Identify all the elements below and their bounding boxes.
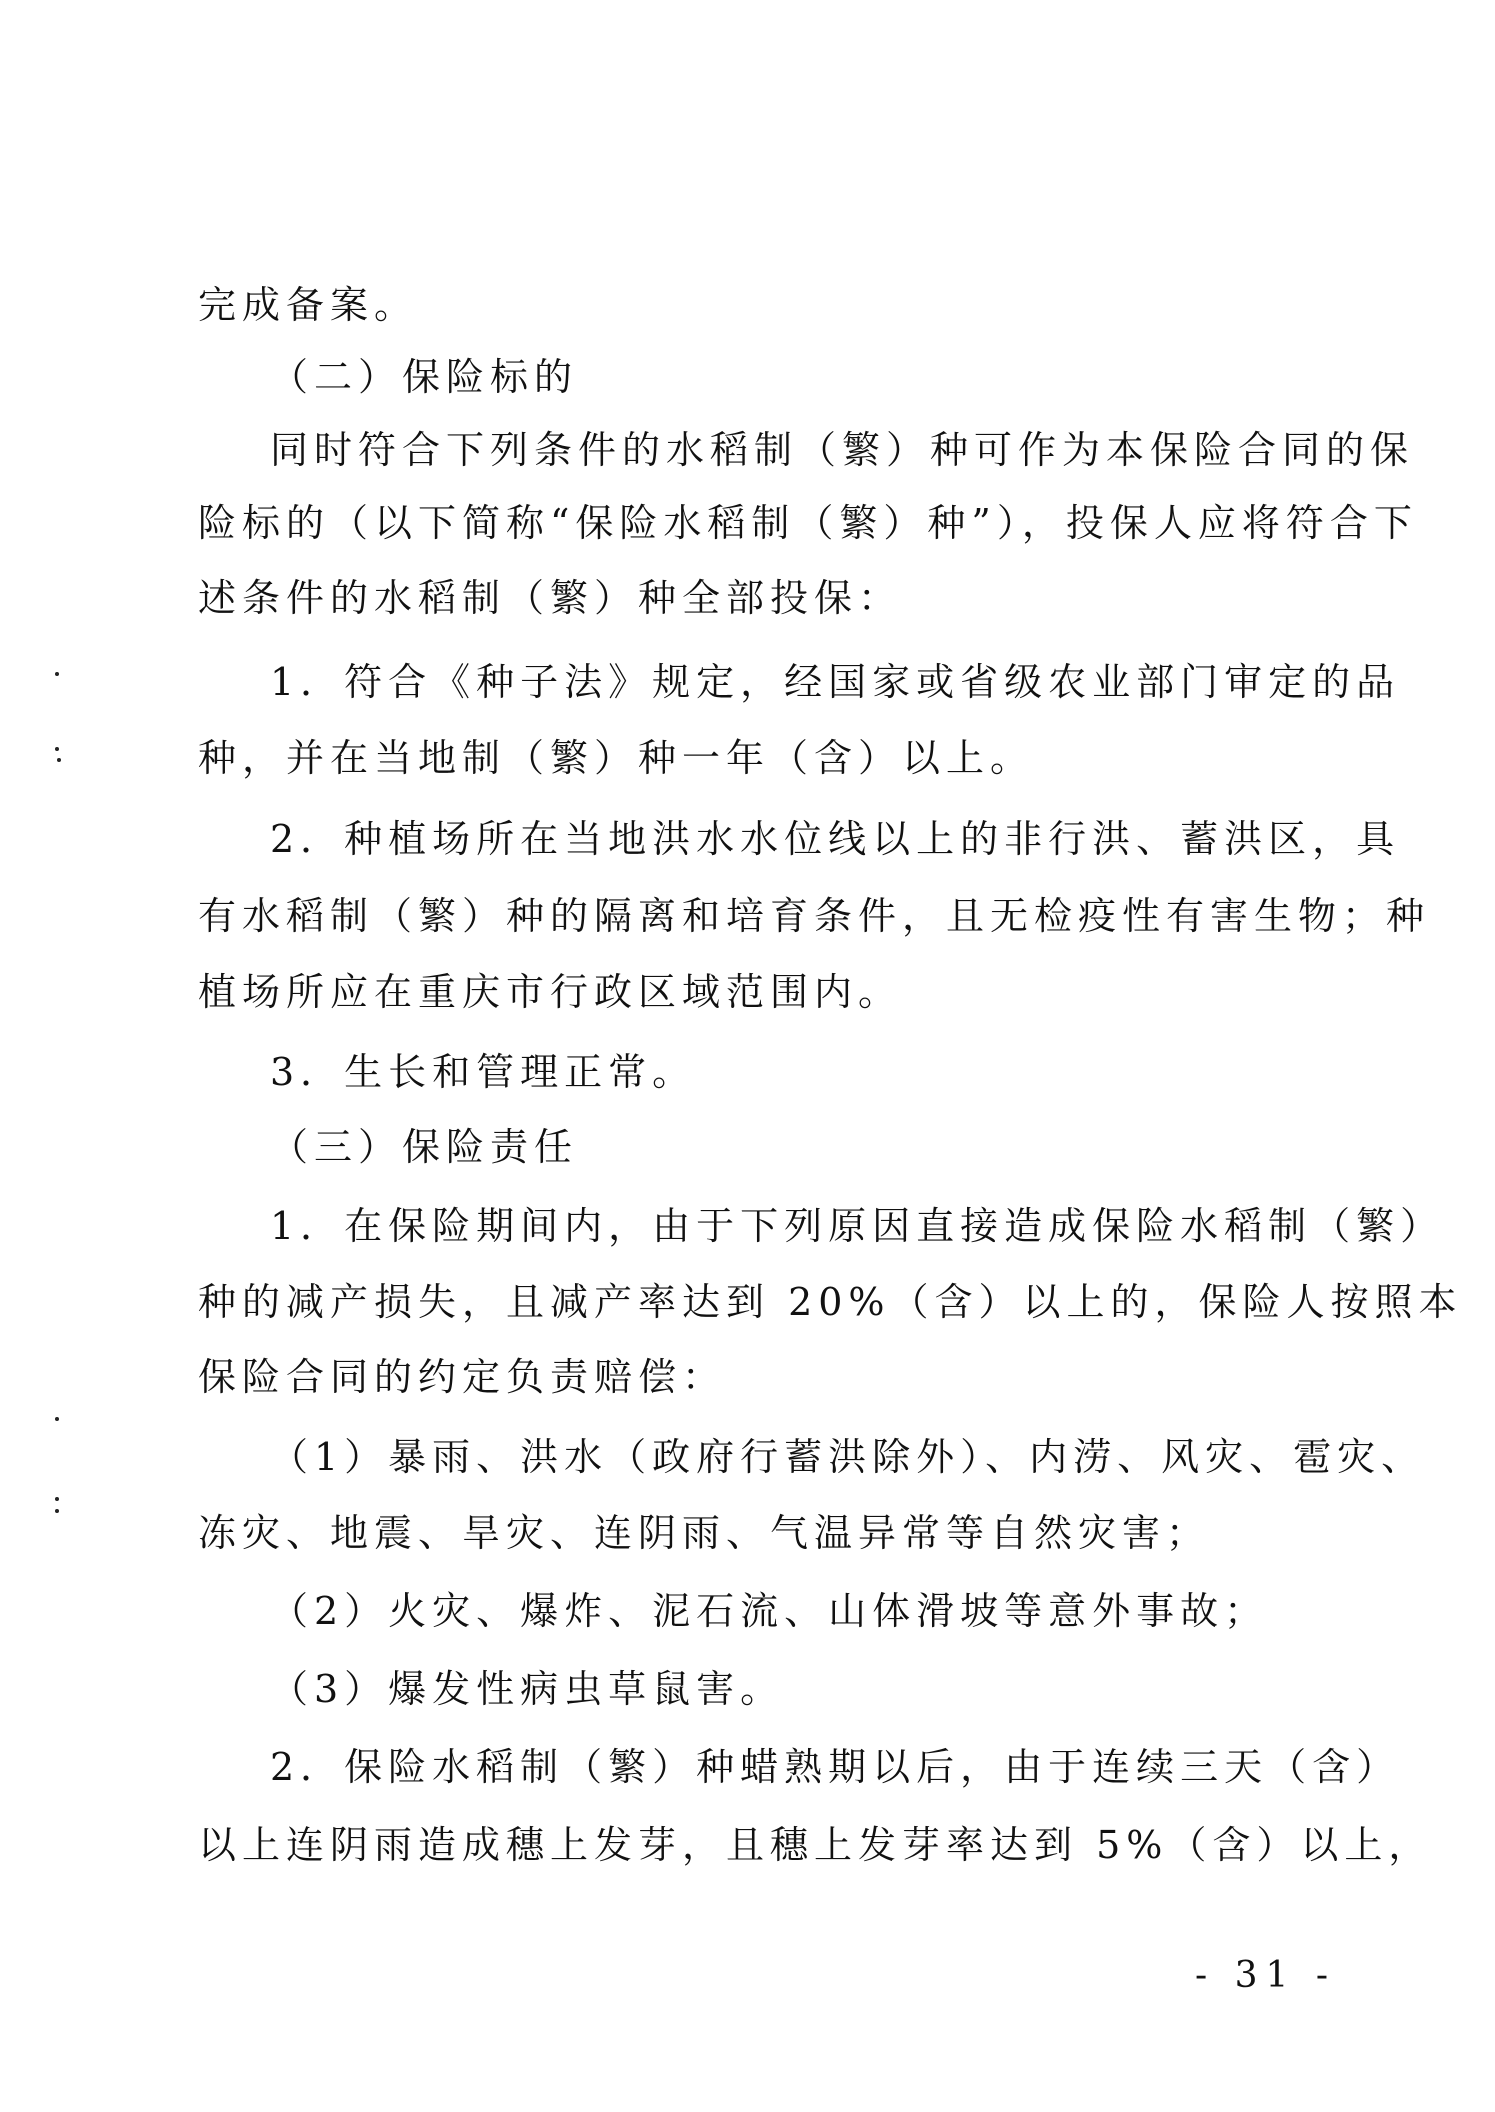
text-line-15: 保险合同的约定负责赔偿： xyxy=(198,1355,727,1399)
text-line-8: 2．种植场所在当地洪水水位线以上的非行洪、蓄洪区，具 xyxy=(270,817,1401,861)
scan-mark xyxy=(55,1509,59,1513)
text-line-3: 同时符合下列条件的水稻制（繁）种可作为本保险合同的保 xyxy=(270,428,1415,472)
scan-mark xyxy=(55,1497,59,1501)
text-line-10: 植场所应在重庆市行政区域范围内。 xyxy=(198,970,903,1014)
text-line-14: 种的减产损失，且减产率达到 20%（含）以上的，保险人按照本 xyxy=(198,1280,1463,1324)
section-heading-3: （三）保险责任 xyxy=(270,1125,579,1169)
text-line-9: 有水稻制（繁）种的隔离和培育条件，且无检疫性有害生物；种 xyxy=(198,894,1431,938)
text-line-7: 种，并在当地制（繁）种一年（含）以上。 xyxy=(198,736,1035,780)
section-heading-2: （二）保险标的 xyxy=(270,355,579,399)
scan-mark xyxy=(55,747,59,751)
text-line-16: （1）暴雨、洪水（政府行蓄洪除外）、内涝、风灾、雹灾、 xyxy=(270,1435,1426,1479)
scan-mark xyxy=(57,758,61,762)
text-line-20: 2．保险水稻制（繁）种蜡熟期以后，由于连续三天（含） xyxy=(270,1745,1401,1789)
scan-mark xyxy=(55,1417,59,1421)
text-line-4: 险标的（以下简称“保险水稻制（繁）种”），投保人应将符合下 xyxy=(198,501,1418,545)
page-number: - 31 - xyxy=(1195,1955,1337,1996)
scan-mark xyxy=(55,672,59,676)
text-line-13: 1．在保险期间内，由于下列原因直接造成保险水稻制（繁） xyxy=(270,1204,1445,1248)
text-line-19: （3）爆发性病虫草鼠害。 xyxy=(270,1667,785,1711)
text-line-6: 1．符合《种子法》规定，经国家或省级农业部门审定的品 xyxy=(270,660,1401,704)
text-line-21: 以上连阴雨造成穗上发芽，且穗上发芽率达到 5%（含）以上， xyxy=(198,1823,1433,1867)
text-line-11: 3．生长和管理正常。 xyxy=(270,1050,697,1094)
text-line-5: 述条件的水稻制（繁）种全部投保： xyxy=(198,576,903,620)
text-line-17: 冻灾、地震、旱灾、连阴雨、气温异常等自然灾害； xyxy=(198,1511,1211,1555)
text-line-18: （2）火灾、爆炸、泥石流、山体滑坡等意外事故； xyxy=(270,1589,1269,1633)
text-line-1: 完成备案。 xyxy=(198,283,419,327)
